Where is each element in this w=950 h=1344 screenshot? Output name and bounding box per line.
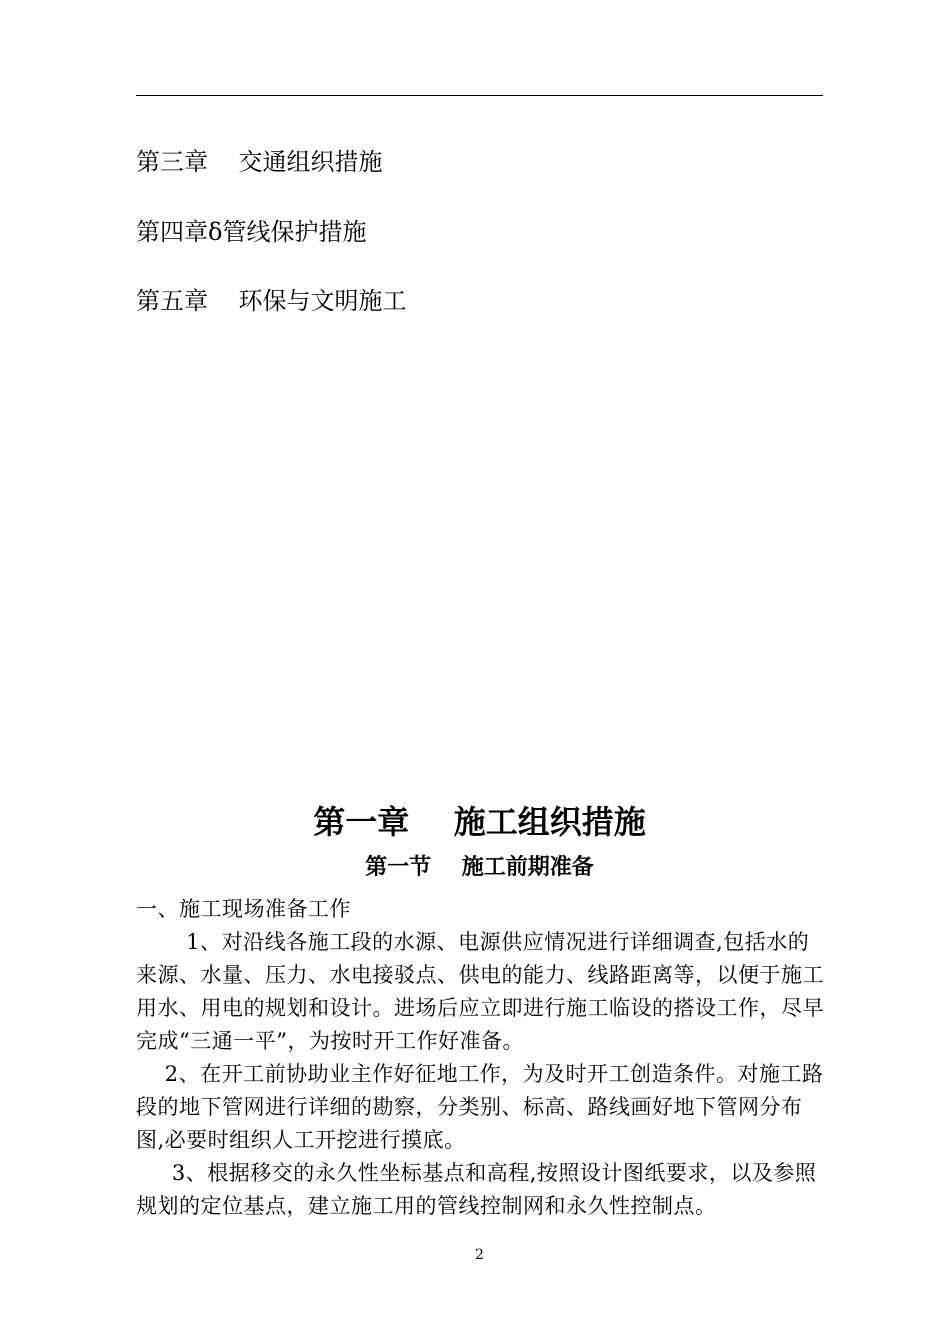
header-rule [136, 95, 823, 96]
toc-entry-chapter-4: 第四章δ管线保护措施 [136, 218, 367, 246]
page-number: 2 [475, 1247, 484, 1263]
subsection-heading: 一、施工现场准备工作 [136, 897, 351, 921]
paragraph-1: 1、对沿线各施工段的水源、电源供应情况进行详细调查,包括水的来源、水量、压力、水电接驳点、供电的能力、线路距离等，以便于施工用水、用电的规划和设计。进场后应立即进行施工临设的搭设工作，尽早完成“三通一平”，为按时开工作好准备。 [136, 930, 824, 1053]
section-title: 第一节 施工前期准备 [365, 855, 594, 880]
paragraph-3: 3、根据移交的永久性坐标基点和高程,按照设计图纸要求，以及参照规划的定位基点，建立施工用的管线控制网和永久性控制点。 [136, 1161, 817, 1218]
paragraph-2: 2、在开工前协助业主作好征地工作，为及时开工创造条件。对施工路段的地下管网进行详细的勘察，分类别、标高、路线画好地下管网分布图,必要时组织人工开挖进行摸底。 [136, 1062, 824, 1152]
toc-entry-chapter-5: 第五章 环保与文明施工 [136, 287, 407, 315]
toc-entry-chapter-3: 第三章 交通组织措施 [136, 148, 383, 176]
chapter-title: 第一章 施工组织措施 [313, 803, 646, 841]
